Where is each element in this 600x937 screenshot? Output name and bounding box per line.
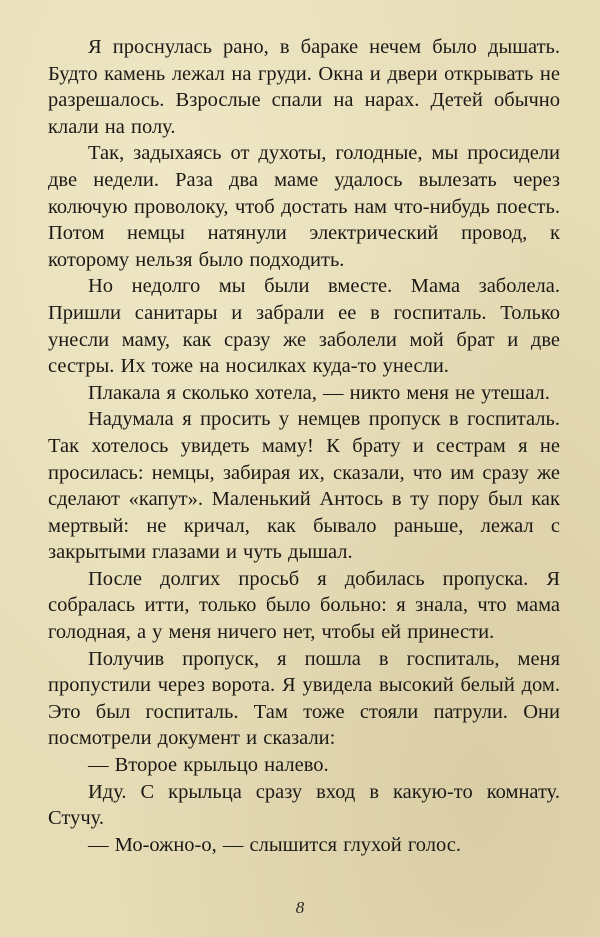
paragraph-2: Так, задыхаясь от духоты, голодные, мы просидели две недели. Раза два маме удалось вылезать через колючую проволоку, чтоб достать нам что-нибудь поесть. Потом немцы натянули электрический провод, к которому нельзя было подходить. — [48, 142, 560, 271]
body-text — [48, 34, 560, 858]
paragraph-4: Плакала я сколько хотела, — никто меня не утешал. — [88, 381, 550, 404]
paragraph-8-dialogue: — Второе крыльцо налево. — [88, 754, 329, 777]
paragraph-3: Но недолго мы были вместе. Мама заболела. Пришли санитары и забрали ее в госпиталь. Только унесли маму, как сразу же заболели мой брат и две сестры. Их тоже на носилках куда-то унесли. — [48, 275, 560, 378]
paragraph-5: Надумала я просить у немцев пропуск в госпиталь. Так хотелось увидеть маму! К брату и сестрам я не просилась: немцы, забирая их, сказали, что им сразу же сделают «капут». Маленький Антось в ту пору был как мертвый: не кричал, как бывало раньше, лежал с закрытыми глазами и чуть дышал. — [48, 408, 560, 564]
page-number: 8 — [295, 898, 305, 917]
paragraph-9: Иду. С крыльца сразу вход в какую-то комнату. Стучу. — [48, 780, 560, 830]
paragraph-1: Я проснулась рано, в бараке нечем было дышать. Будто камень лежал на груди. Окна и двери открывать не разрешалось. Взрослые спали на нарах. Детей обычно клали на полу. — [48, 36, 560, 138]
paragraph-6: После долгих просьб я добилась пропуска. Я собралась итти, только было больно: я знала, что мама голодная, а у меня ничего нет, чтобы ей принести. — [48, 567, 560, 644]
paragraph-10-dialogue: — Мо-ожно-о, — слышится глухой голос. — [88, 833, 461, 856]
paragraph-7: Получив пропуск, я пошла в госпиталь, меня пропустили через ворота. Я увидела высокий белый дом. Это был госпиталь. Там тоже стояли патрули. Они посмотрели документ и сказали: — [48, 647, 560, 750]
